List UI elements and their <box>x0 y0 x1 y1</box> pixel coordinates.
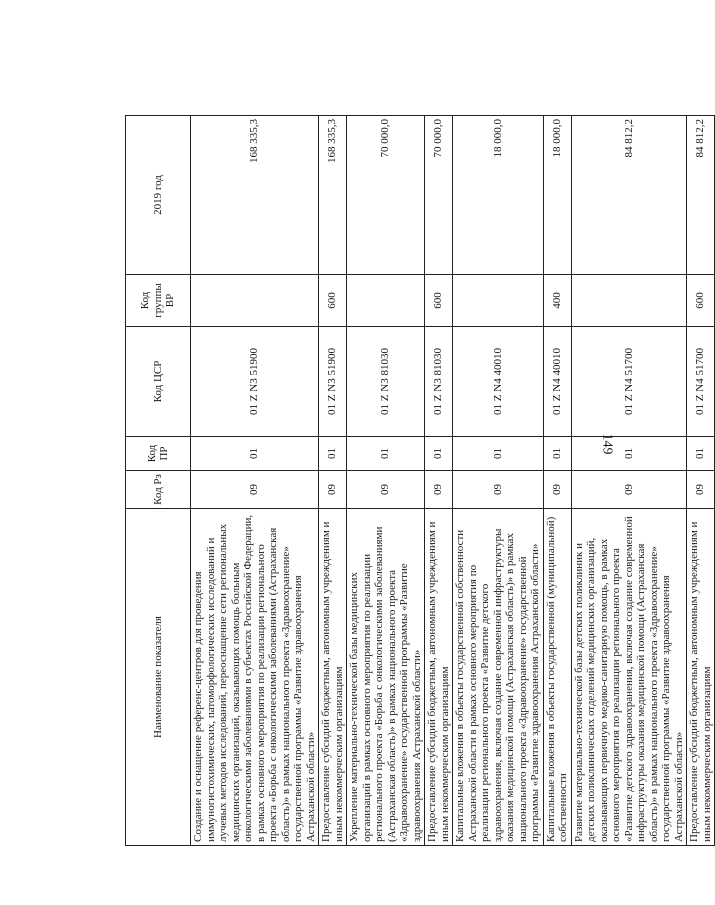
cell-name: Укрепление материально-технической базы медицинских организаций в рамках основного мероприятия по реализации регионального проекта «Борьба с онкологическими заболеваниями (Астраханская область)» в рамках национального проекта «Здравоохранение» государственной программы «Развитие здравоохранения Астраханской области» <box>347 509 425 846</box>
cell-vr: 600 <box>425 275 453 327</box>
cell-vr: 600 <box>319 275 347 327</box>
cell-vr <box>571 275 687 327</box>
cell-pr: 01 <box>453 437 544 471</box>
cell-pr: 01 <box>347 437 425 471</box>
cell-rz: 09 <box>425 471 453 509</box>
cell-pr: 01 <box>425 437 453 471</box>
cell-vr <box>191 275 319 327</box>
cell-name: Капитальные вложения в объекты государственной собственности Астраханской области в рамках основного мероприятия по реализации регионального проекта «Развитие детского здравоохранения, включая создание современной инфраструктуры оказания медицинской помощи (Астраханская область)» в рамках национального проекта «Здравоохранение» государственной программы «Развитие здравоохранения Астраханской области» <box>453 509 544 846</box>
cell-vr <box>453 275 544 327</box>
cell-csr: 01 Z N3 51900 <box>319 327 347 437</box>
cell-csr: 01 Z N4 40010 <box>453 327 544 437</box>
table-header-row <box>126 116 191 846</box>
page-number: 149 <box>599 433 615 455</box>
cell-name: Создание и оснащение референс-центров для проведения иммуногистохимических, патоморфологических исследований и лучевых методов исследований, переоснащение сети региональных медицинских организаций, оказывающих помощь больным онкологическими заболеваниями в субъектах Российской Федерации, в рамках основного мероприятия по реализации регионального проекта «Борьба с онкологическими заболеваниями (Астраханская область)» в рамках национального проекта «Здравоохранение» государственной программы «Развитие здравоохранения Астраханской области» <box>191 509 319 846</box>
header-rz: Код Рз <box>126 471 191 509</box>
cell-sum: 18 000,0 <box>543 116 571 275</box>
table-row <box>425 116 453 846</box>
table-row <box>571 116 687 846</box>
cell-name: Капитальные вложения в объекты государственной (муниципальной) собственности <box>543 509 571 846</box>
cell-name: Развитие материально-технической базы детских поликлиник и детских поликлинических отделений медицинских организаций, оказывающих первичную медико-санитарную помощь, в рамках основного мероприятия по реализации регионального проекта «Развитие детского здравоохранения, включая создание современной инфраструктуры оказания медицинской помощи (Астраханская область)» в рамках национального проекта «Здравоохранение» государственной программы «Развитие здравоохранения Астраханской области» <box>571 509 687 846</box>
cell-name: Предоставление субсидий бюджетным, автономным учреждениям и иным некоммерческим организациям <box>425 509 453 846</box>
cell-sum: 84 812,2 <box>571 116 687 275</box>
header-csr: Код ЦСР <box>126 327 191 437</box>
table-row <box>687 116 715 846</box>
cell-sum: 70 000,0 <box>425 116 453 275</box>
cell-csr: 01 Z N4 51700 <box>571 327 687 437</box>
cell-sum: 84 812,2 <box>687 116 715 275</box>
cell-vr <box>347 275 425 327</box>
cell-csr: 01 Z N3 81030 <box>425 327 453 437</box>
table-row <box>319 116 347 846</box>
cell-pr: 01 <box>319 437 347 471</box>
header-year: 2019 год <box>126 116 191 275</box>
cell-vr: 400 <box>543 275 571 327</box>
cell-rz: 09 <box>453 471 544 509</box>
budget-table <box>125 115 715 846</box>
cell-csr: 01 Z N3 81030 <box>347 327 425 437</box>
cell-rz: 09 <box>571 471 687 509</box>
header-pr: Код ПР <box>126 437 191 471</box>
cell-rz: 09 <box>347 471 425 509</box>
table-row <box>191 116 319 846</box>
table-row <box>347 116 425 846</box>
cell-sum: 18 000,0 <box>453 116 544 275</box>
cell-csr: 01 Z N4 40010 <box>543 327 571 437</box>
header-name: Наименование показателя <box>126 509 191 846</box>
cell-pr: 01 <box>191 437 319 471</box>
cell-name: Предоставление субсидий бюджетным, автономным учреждениям и иным некоммерческим организациям <box>687 509 715 846</box>
table-row <box>543 116 571 846</box>
header-vr: Код группы ВР <box>126 275 191 327</box>
cell-rz: 09 <box>543 471 571 509</box>
cell-sum: 168 335,3 <box>319 116 347 275</box>
cell-sum: 168 335,3 <box>191 116 319 275</box>
cell-sum: 70 000,0 <box>347 116 425 275</box>
cell-rz: 09 <box>319 471 347 509</box>
cell-name: Предоставление субсидий бюджетным, автономным учреждениям и иным некоммерческим организациям <box>319 509 347 846</box>
cell-rz: 09 <box>191 471 319 509</box>
table-row <box>453 116 544 846</box>
cell-vr: 600 <box>687 275 715 327</box>
cell-rz: 09 <box>687 471 715 509</box>
cell-pr: 01 <box>687 437 715 471</box>
cell-pr: 01 <box>543 437 571 471</box>
cell-csr: 01 Z N3 51900 <box>191 327 319 437</box>
cell-pr: 01 <box>571 437 687 471</box>
cell-csr: 01 Z N4 51700 <box>687 327 715 437</box>
